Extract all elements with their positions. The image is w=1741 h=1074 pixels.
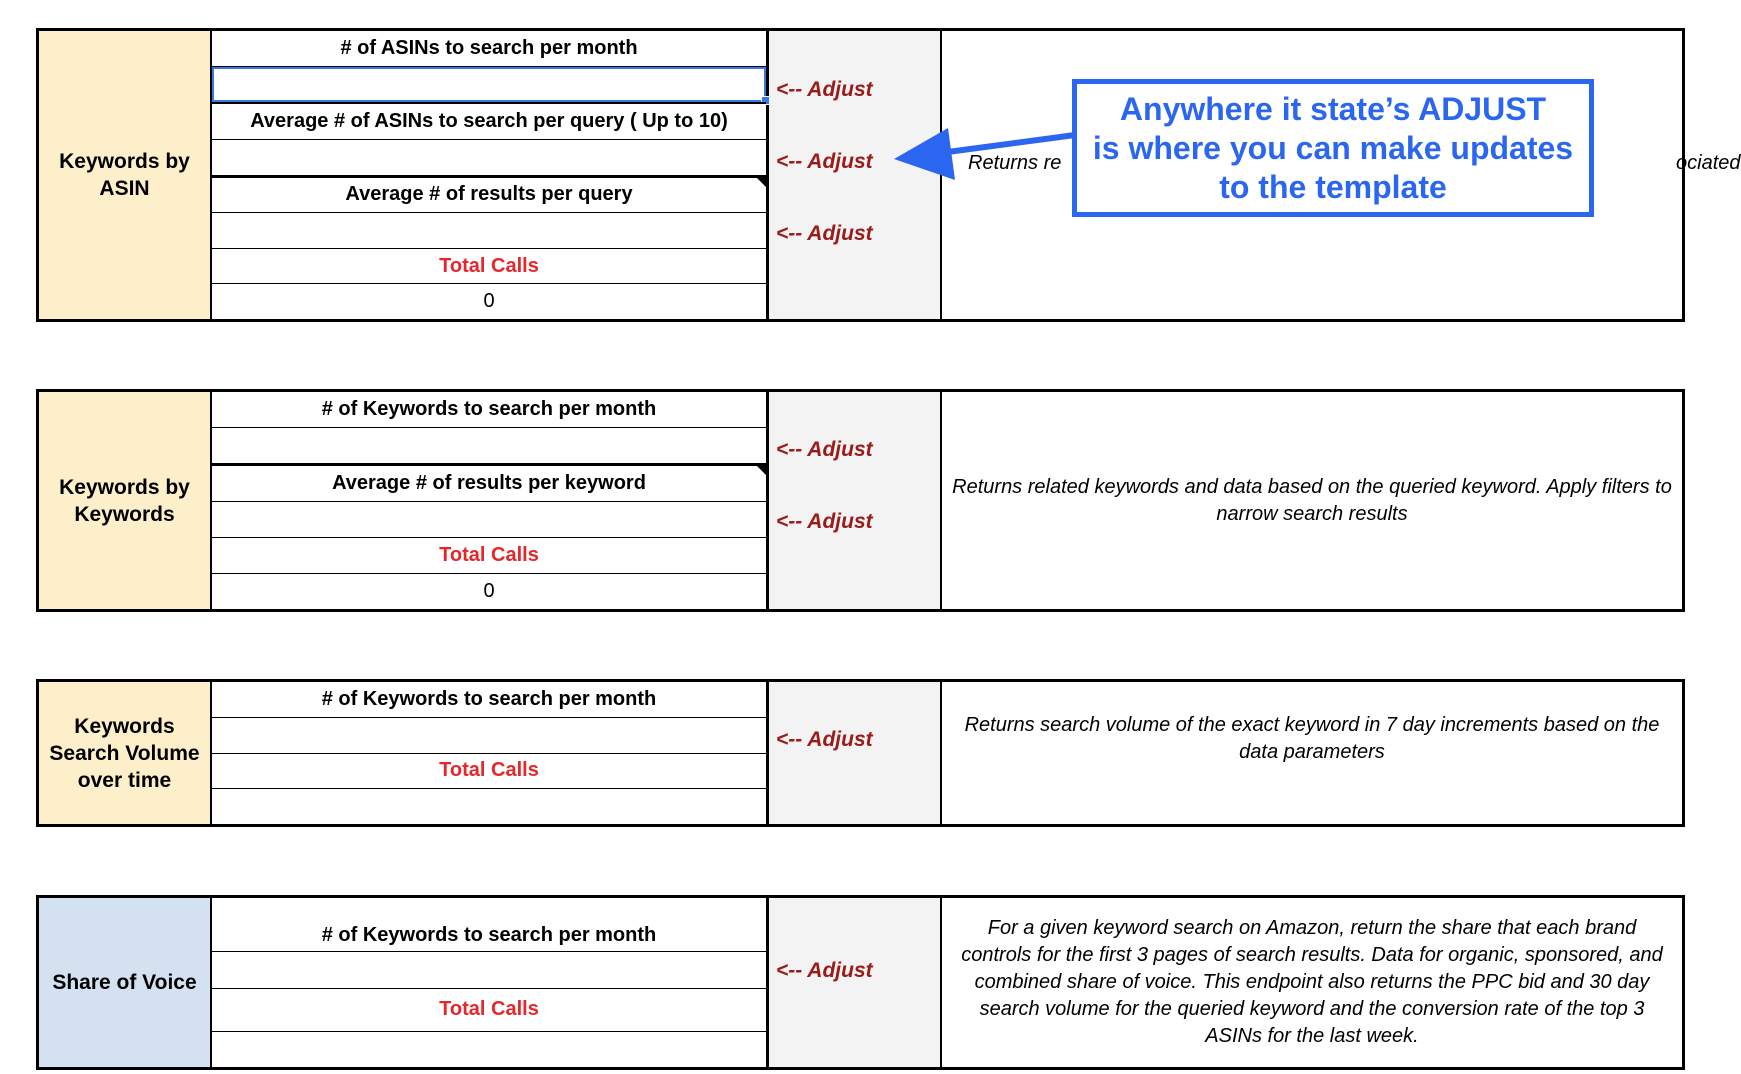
description-text: Returns re — [968, 152, 1062, 174]
arrow-shaft — [940, 135, 1075, 153]
callout-line: to the template — [1219, 168, 1447, 205]
adjust-label: <-- Adjust — [776, 728, 873, 751]
adjust-label: <-- Adjust — [776, 222, 873, 245]
total-calls-header: Total Calls — [212, 249, 766, 285]
description-text-tail: ociated — [1676, 152, 1741, 174]
total-calls-header: Total Calls — [212, 538, 766, 574]
results-per-query-header: Average # of results per query — [212, 176, 766, 214]
total-calls-header: Total Calls — [212, 989, 766, 1032]
asins-per-month-header: # of ASINs to search per month — [212, 31, 766, 67]
adjust-label: <-- Adjust — [776, 510, 873, 533]
arrow-head — [894, 128, 955, 180]
asins-per-query-header: Average # of ASINs to search per query ( Up to 10) — [212, 102, 766, 140]
adjust-label: <-- Adjust — [776, 959, 873, 982]
callout-line: Anywhere it state’s ADJUST — [1119, 90, 1547, 127]
keywords-per-month-header: # of Keywords to search per month — [212, 682, 766, 718]
results-per-keyword-header: Average # of results per keyword — [212, 464, 766, 502]
label-line: Search Volume — [49, 741, 200, 765]
keywords-per-month-header: # of Keywords to search per month — [212, 898, 766, 952]
total-calls-value: 0 — [483, 290, 495, 313]
share-of-voice-description: For a given keyword search on Amazon, return the share that each brand controls for the first 3 pages of search results. Data for organic, sponsored, and combined share of voice. This endpoint also returns the PPC bid and 30 day search volume for the queried keyword and the conversion rate of the top 3 ASINs for the last week. — [961, 917, 1663, 1047]
description-text: Returns search volume of the exact keyword in 7 day increments based on the data parameters — [964, 714, 1660, 763]
label-line: Keywords — [74, 714, 175, 738]
callout-line: is where you can make updates — [1092, 129, 1574, 166]
total-calls-header: Total Calls — [212, 754, 766, 790]
label-line: Keywords by — [59, 150, 190, 173]
adjust-label: <-- Adjust — [776, 150, 873, 173]
label-line: ASIN — [99, 177, 150, 200]
adjust-label: <-- Adjust — [776, 78, 873, 101]
keywords-by-keywords-description: Returns related keywords and data based on the queried keyword. Apply filters to narrow search results — [952, 475, 1672, 525]
label-line: Share of Voice — [52, 971, 197, 994]
label-line: Keywords by — [59, 475, 190, 499]
label-line: Keywords — [74, 502, 175, 526]
total-calls-value: 0 — [483, 580, 495, 602]
label-line: over time — [77, 768, 172, 792]
adjust-label: <-- Adjust — [776, 438, 873, 461]
keywords-per-month-header: # of Keywords to search per month — [212, 392, 766, 428]
